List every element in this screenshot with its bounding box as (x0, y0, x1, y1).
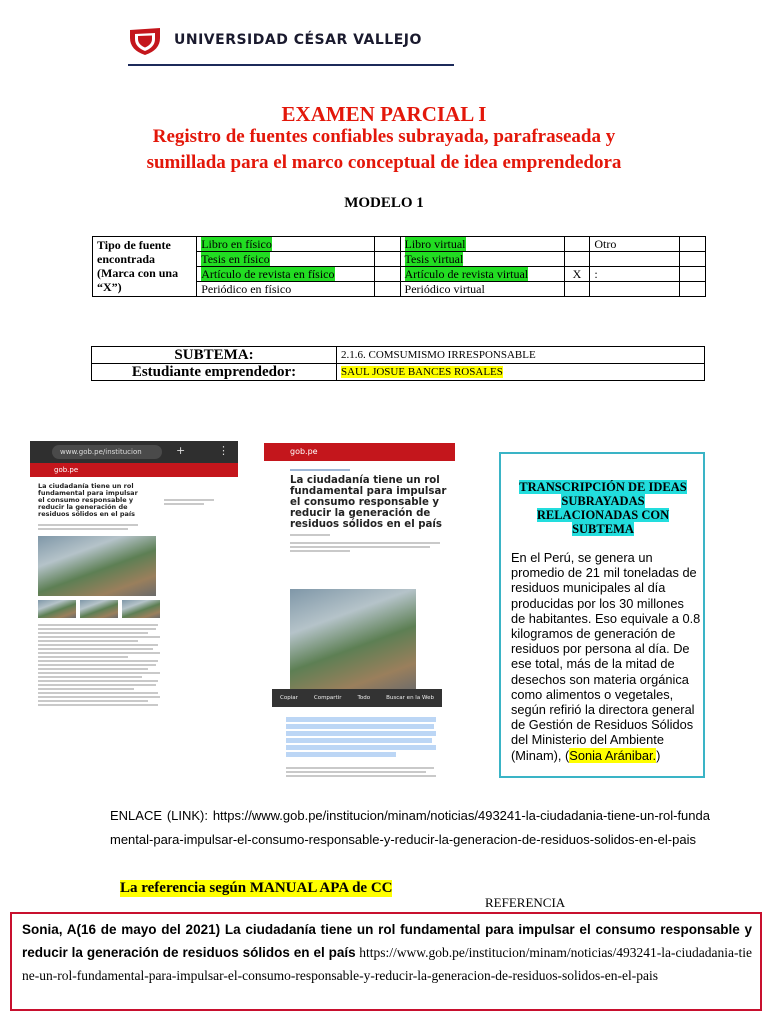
mark-cell[interactable] (680, 252, 706, 267)
screenshot-browser (30, 441, 238, 788)
mark-cell[interactable] (374, 282, 400, 297)
source-option: Tesis virtual (400, 252, 564, 267)
apa-label: La referencia según MANUAL APA de CC (120, 880, 393, 896)
new-tab-icon[interactable]: + (176, 444, 186, 457)
menu-icon[interactable]: ⋮ (218, 444, 229, 457)
article-photo (290, 589, 416, 693)
site-header: gob.pe (30, 463, 238, 477)
author-name: Sonia Aránibar. (569, 747, 657, 763)
modelo-heading: MODELO 1 (344, 195, 424, 211)
select-all-button[interactable]: Todo (357, 695, 371, 701)
mark-cell[interactable] (374, 267, 400, 282)
browser-toolbar (30, 441, 238, 463)
enlace-url[interactable]: https://www.gob.pe/institucion/minam/noticias/493241-la-ciudadania-tiene-un-rol-fundamental-para-impulsar-el-consumo-responsable-y-reducir-la-generacion-de-residuos-solidos-en-el-pais (110, 808, 710, 847)
mark-cell[interactable] (564, 237, 590, 252)
mark-cell-selected[interactable]: X (564, 267, 590, 282)
share-button[interactable]: Compartir (313, 695, 342, 701)
source-option: Otro (590, 237, 680, 252)
reference-citation: Sonia, A(16 de mayo del 2021) La ciudadanía tiene un rol fundamental para impulsar el consumo responsable y reducir la generación de residuos sólidos en el país (22, 922, 752, 960)
article-photo (38, 536, 156, 596)
source-type-label: Tipo de fuente encontrada (Marca con una “X”) (93, 237, 197, 297)
transcription-box (499, 452, 705, 778)
table-row (93, 237, 706, 252)
mark-cell[interactable] (564, 252, 590, 267)
mark-cell[interactable] (680, 237, 706, 252)
screenshot-mobile (264, 443, 455, 786)
reference-box (10, 912, 762, 1011)
selected-text-lines (286, 715, 436, 779)
text-selection-toolbar (272, 689, 442, 707)
transcription-body: En el Perú, se genera un promedio de 21 mil toneladas de residuos municipales al día producidas por los 30 millones de habitantes. Eso equivale a 0.8 kilogramos de generación de residuos por persona al día. De ese total, más de la mitad de desechos son materia orgánica como alimentos o vegetales, según refirió la directora general de Gestión de Residuos Sólidos del Ministerio del Ambiente (Minam), (Sonia Aránibar.) (511, 550, 701, 763)
ucv-shield-logo-icon (128, 26, 162, 56)
enlace-label: ENLACE (LINK): (110, 808, 208, 823)
table-row (92, 347, 705, 364)
subtitle-line-2: sumillada para el marco conceptual de idea emprendedora (146, 152, 622, 173)
source-option: Libro virtual (400, 237, 564, 252)
header-rule (128, 64, 454, 66)
source-type-table (92, 236, 706, 297)
referencia-label: REFERENCIA (485, 895, 566, 910)
mark-cell[interactable] (374, 252, 400, 267)
mark-cell[interactable] (680, 282, 706, 297)
source-option: Artículo de revista en físico (197, 267, 375, 282)
mark-cell[interactable] (564, 282, 590, 297)
transcription-title: TRANSCRIPCIÓN DE IDEAS SUBRAYADAS RELACIONADAS CON SUBTEMA (519, 480, 687, 536)
source-option: Libro en físico (197, 237, 375, 252)
thumb-photo (38, 600, 76, 618)
source-option: : (590, 267, 680, 282)
source-option: Periódico virtual (400, 282, 564, 297)
student-label: Estudiante emprendedor: (92, 364, 337, 381)
subtema-table (91, 346, 705, 381)
reference-url[interactable]: https://www.gob.pe/institucion/minam/noticias/493241-la-ciudadania-tiene-un-rol-fundamental-para-impulsar-el-consumo-responsable-y-reducir-la-generacion-de-residuos-solidos-en-el-pais (22, 945, 753, 983)
thumb-photo (122, 600, 160, 618)
reference-text (22, 918, 752, 987)
university-name: UNIVERSIDAD CÉSAR VALLEJO (174, 32, 422, 48)
student-value: SAUL JOSUE BANCES ROSALES (337, 364, 705, 381)
copy-button[interactable]: Copiar (280, 695, 298, 701)
site-header: gob.pe (264, 443, 455, 461)
subtema-label: SUBTEMA: (92, 347, 337, 364)
thumb-photo (80, 600, 118, 618)
web-search-button[interactable]: Buscar en la Web (386, 695, 434, 701)
source-option: Tesis en físico (197, 252, 375, 267)
source-option (590, 252, 680, 267)
source-option: Periódico en físico (197, 282, 375, 297)
article-body-lines (38, 624, 230, 706)
sidebar-lines (164, 497, 224, 507)
mark-cell[interactable] (374, 237, 400, 252)
source-option: Artículo de revista virtual (400, 267, 564, 282)
table-row (92, 364, 705, 381)
subtema-value: 2.1.6. COMSUMISMO IRRESPONSABLE (337, 347, 705, 364)
exam-title: EXAMEN PARCIAL I (281, 102, 487, 126)
address-bar[interactable]: www.gob.pe/institucion (52, 445, 162, 459)
subtitle-line-1: Registro de fuentes confiables subrayada, parafraseada y (152, 126, 616, 147)
article-headline: La ciudadanía tiene un rol fundamental para impulsar el consumo responsable y reducir la generación de residuos sólidos en el país (290, 475, 447, 530)
enlace-paragraph (110, 804, 710, 852)
source-option (590, 282, 680, 297)
article-headline: La ciudadanía tiene un rol fundamental para impulsar el consumo responsable y reducir la generación de residuos sólidos en el país (38, 482, 138, 518)
mark-cell[interactable] (680, 267, 706, 282)
